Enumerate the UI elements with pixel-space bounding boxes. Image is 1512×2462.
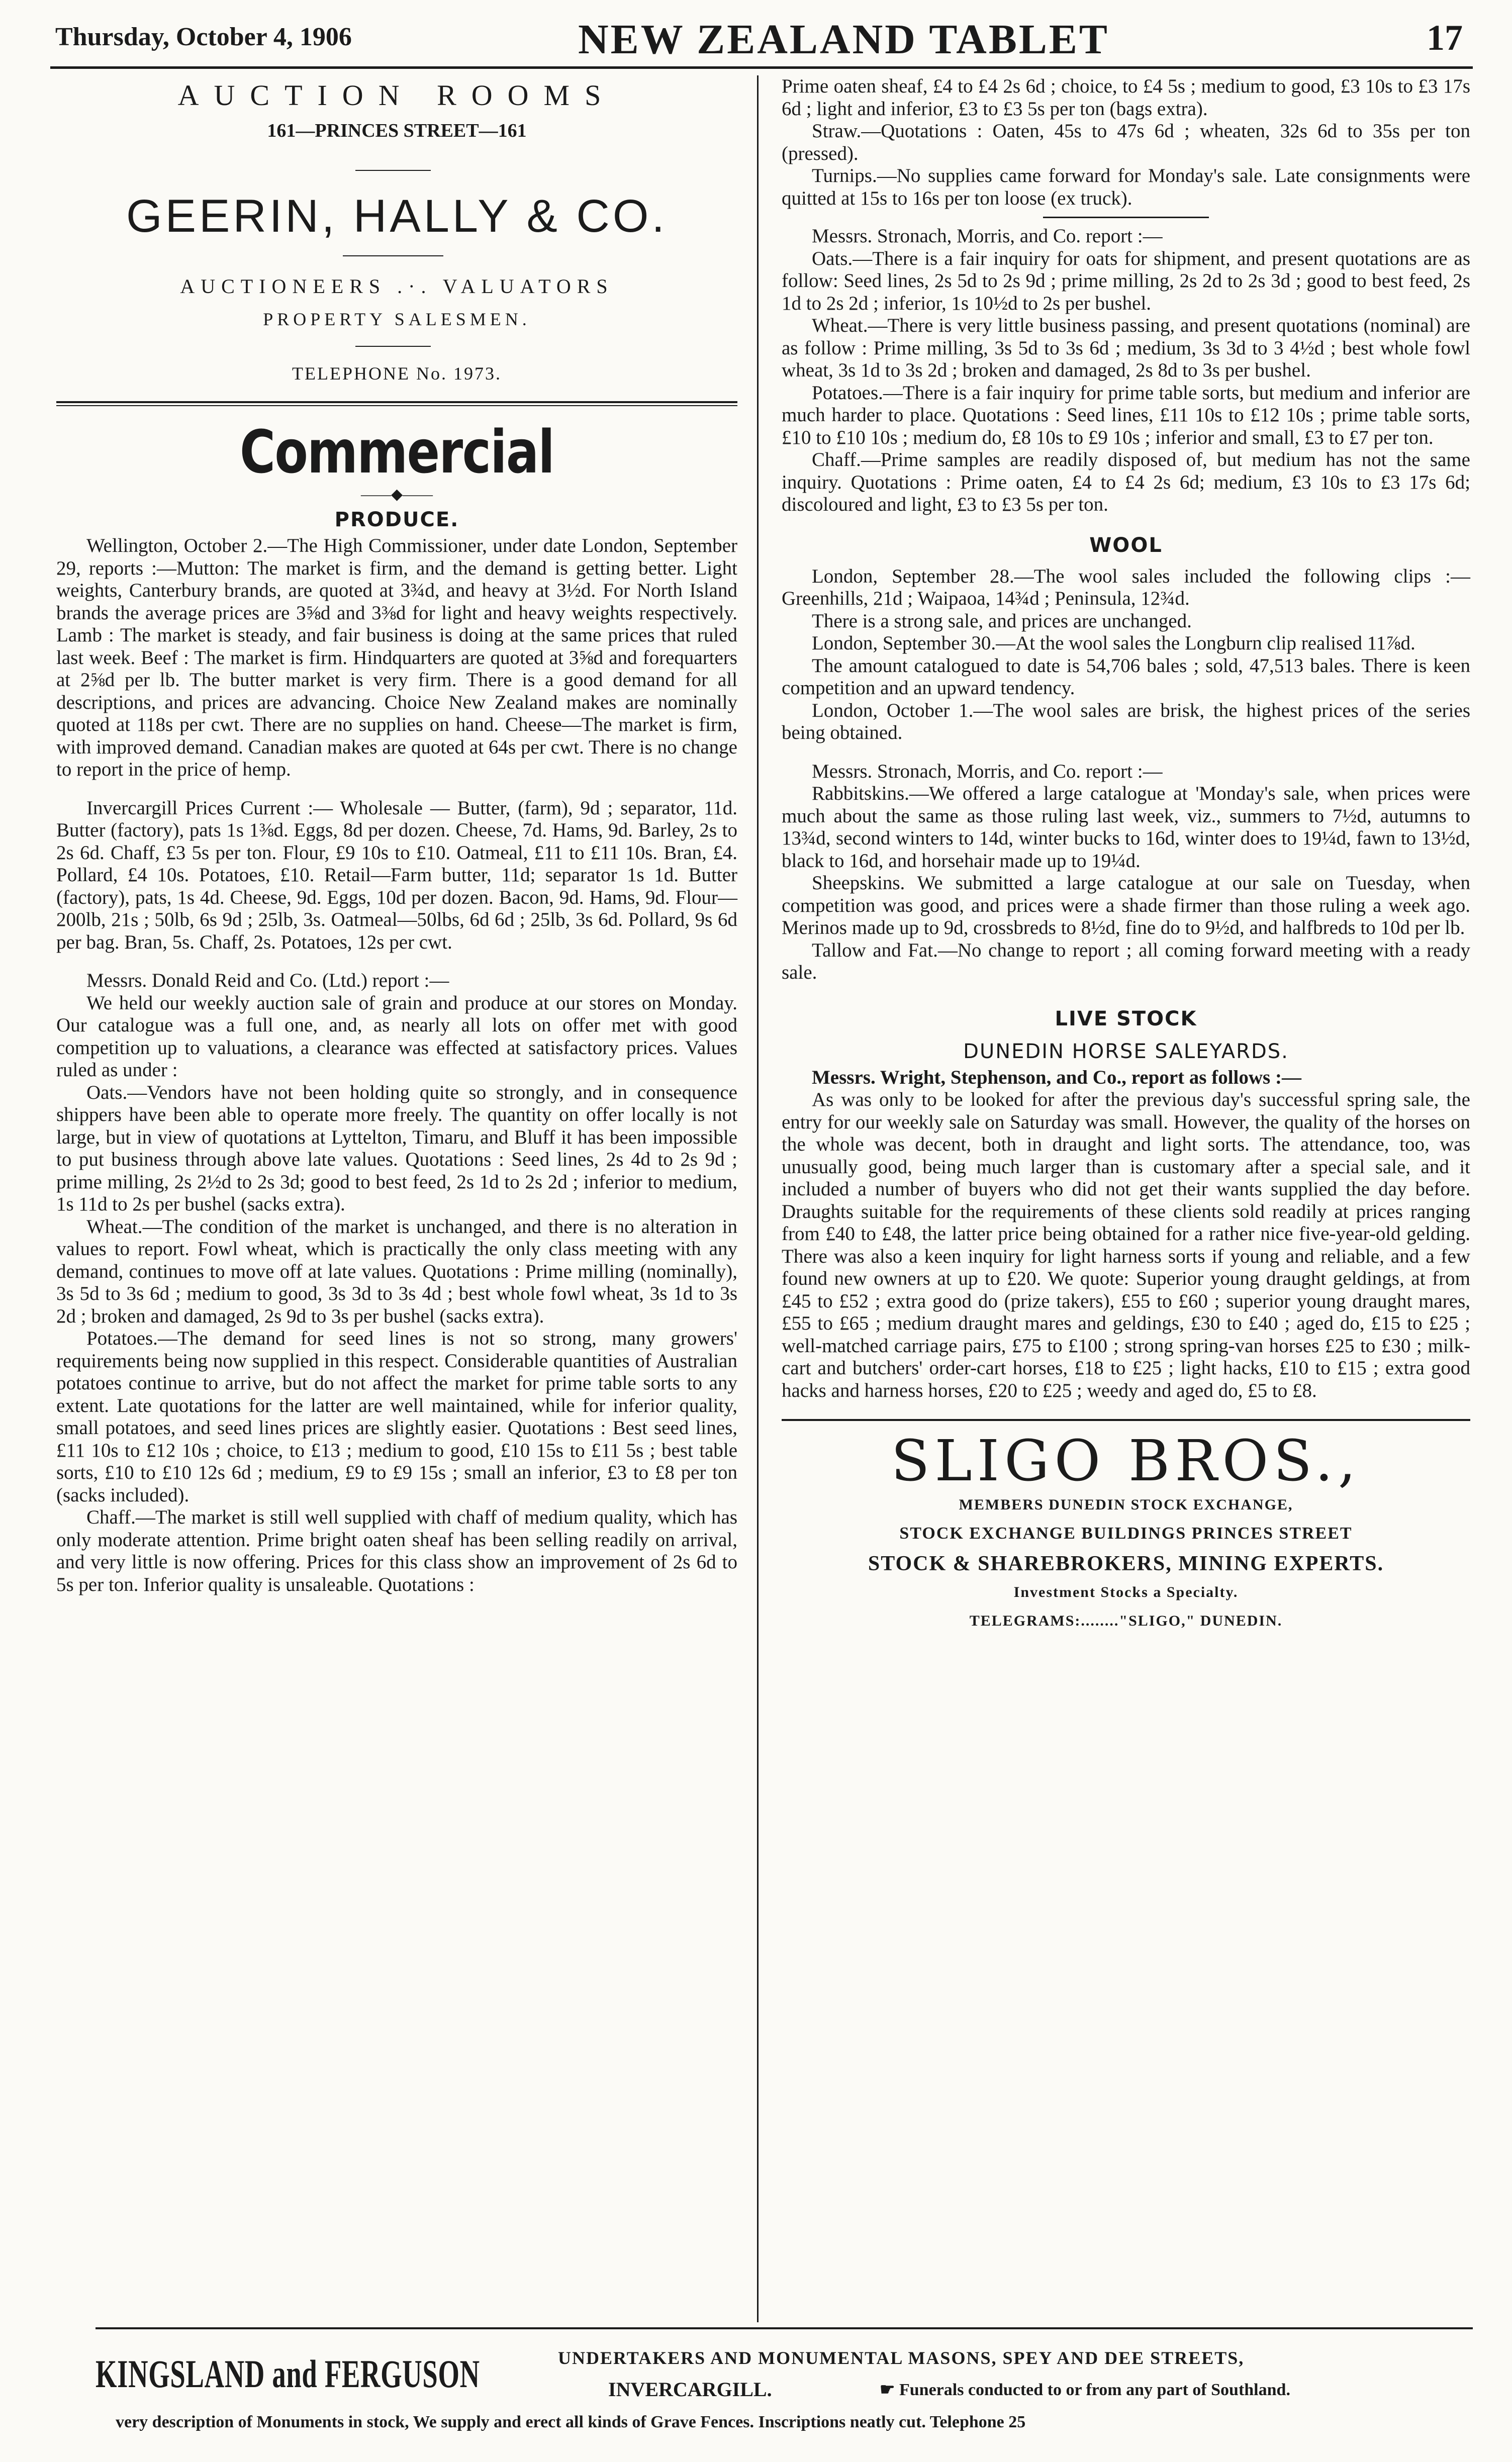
advert-rule [56, 401, 737, 403]
geerin-address: 161—PRINCES STREET—161 [267, 120, 527, 141]
footer-city: INVERCARGILL. [608, 2378, 772, 2401]
reid-wheat: Wheat.—The condition of the market is unchanged, and there is no alteration in values to report. Fowl wheat, which is practically the only class meeting with any demand, continues to move off at late values. Quotations : Prime milling (nominally), 3s 5d to 3s 6d ; medium to good, 3s 3d to 3s 4d ; best whole fowl wheat, 3s 1d to 3s 2d ; broken and damaged, 2s 9d to 3s per bushel (sacks extra). [56, 1215, 737, 1327]
reid-summary: We held our weekly auction sale of grain and produce at our stores on Monday. Our catalogue was a full one, and, as nearly all lots on offer met with good competition up to valuations, a clearance was effected at satisfactory prices. Values ruled as under : [56, 992, 737, 1081]
wool-heading: WOOL [1089, 533, 1163, 557]
issue-date: Thursday, October 4, 1906 [55, 23, 352, 51]
wool-stronach-intro: Messrs. Stronach, Morris, and Co. report :— [812, 760, 1163, 782]
right-column [782, 75, 1470, 1636]
footer-line-3: very description of Monuments in stock, We supply and erect all kinds of Grave Fences. Inscriptions neatly cut. Telephone 25 [116, 2413, 1026, 2431]
footer-funerals: ☛ Funerals conducted to or from any part of Southland. [880, 2381, 1290, 2399]
tallow-report: Tallow and Fat.—No change to report ; all coming forward meeting with a ready sale. [782, 939, 1470, 983]
short-rule [343, 255, 443, 256]
wellington-report: Wellington, October 2.—The High Commissioner, under date London, September 29, reports :—Mutton: The market is firm, and the demand is getting better. Light weights, Canterbury brands, are quoted at 3¾d, and heavy at 3½d. For North Island brands the average prices are 3⅝d and 3⅜d for light and heavy weights respectively. Lamb : The market is steady, and fair business is doing at the same prices that ruled last week. Beef : The market is firm. Hindquarters are quoted at 3⅝d and forequarters at 2⅝d per lb. The butter market is very firm. There is a good demand for all descriptions, and prices are advancing. Choice New Zealand makes are nominally quoted at 118s per cwt. There are no supplies on hand. Cheese—The market is firm, with improved demand. Canadian makes are quoted at 64s per cwt. There is no change to report in the price of hemp. [56, 535, 737, 780]
horse-sale-report: As was only to be looked for after the previous day's successful spring sale, the entry for our weekly sale on Saturday was small. However, the quality of the horses on the whole was decent, both in draught and light sorts. The attendance, too, was unusually good, being much larger than is customary after a special sale, and it included a number of buyers who did not get their wants supplied the day before. Draughts suitable for the requirements of these clients sold readily at prices ranging from £40 to £48, the latter price being obtained for a rather nice five-year-old gelding. There was also a keen inquiry for light harness sorts if young and reliable, and a few found new owners at up to £20. We quote: Superior young draught geldings, at from £45 to £52 ; extra good do (prize takers), £55 to £60 ; superior young draught mares, £55 to £65 ; medium draught mares and geldings, £30 to £40 ; aged do, £15 to £25 ; well-matched carriage pairs, £75 to £100 ; strong spring-van horses £25 to £30 ; milk-cart and butchers' order-cart horses, £18 to £25 ; light hacks, £10 to £15 ; extra good hacks and harness horses, £20 to £25 ; weedy and aged do, £5 to £8. [782, 1089, 1470, 1401]
reid-oats: Oats.—Vendors have not been holding quite so strongly, and in consequence shippers have been able to operate more freely. The quantity on offer locally is not large, but in view of quotations at Lyttelton, Timaru, and Bluff it has been impossible to put business through above late values. Quotations : Seed lines, 2s 4d to 2s 9d ; prime milling, 2s 2½d to 2s 3d; good to best feed, 2s 1d to 2s 2d ; inferior to medium, 1s 11d to 2s per bushel (sacks extra). [56, 1081, 737, 1215]
wool-london-2: There is a strong sale, and prices are unchanged. [812, 610, 1192, 632]
footer-advert [96, 2342, 1473, 2458]
short-rule [355, 346, 431, 347]
ornament-rule: ——◆—— [360, 486, 433, 503]
horse-saleyards-heading: DUNEDIN HORSE SALEYARDS. [963, 1039, 1289, 1063]
sligo-trade: STOCK & SHAREBROKERS, MINING EXPERTS. [868, 1552, 1384, 1575]
wool-london-5: London, October 1.—The wool sales are brisk, the highest prices of the series being obtained. [782, 699, 1470, 743]
short-rule [355, 170, 431, 171]
reid-intro: Messrs. Donald Reid and Co. (Ltd.) report :— [86, 970, 449, 991]
sligo-members: MEMBERS DUNEDIN STOCK EXCHANGE, [959, 1496, 1293, 1513]
wool-london-1: London, September 28.—The wool sales included the following clips :—Greenhills, 21d ; Waipaoa, 14¾d ; Peninsula, 12¾d. [782, 565, 1470, 609]
produce-heading: PRODUCE. [334, 508, 459, 531]
commercial-heading: Commercial [239, 417, 554, 487]
wool-london-3: London, September 30.—At the wool sales the Longburn clip realised 11⅞d. [812, 632, 1415, 654]
footer-rule [96, 2327, 1473, 2329]
sligo-name: SLIGO BROS., [891, 1429, 1361, 1494]
wool-london-4: The amount catalogued to date is 54,706 bales ; sold, 47,513 bales. There is keen competition and an upward tendency. [782, 654, 1470, 699]
geerin-roles-2: PROPERTY SALESMEN. [263, 309, 531, 329]
geerin-roles: AUCTIONEERS .·. VALUATORS [180, 275, 614, 298]
advert-geerin [56, 75, 737, 391]
wright-intro: Messrs. Wright, Stephenson, and Co., report as follows :— [812, 1066, 1301, 1088]
sligo-specialty: Investment Stocks a Specialty. [1013, 1584, 1239, 1600]
turnips-report: Turnips.—No supplies came forward for Monday's sale. Late consignments were quitted at 15s to 16s per ton loose (ex truck). [782, 165, 1470, 209]
sheepskins-report: Sheepskins. We submitted a large catalogue at our sale on Tuesday, when competition was good, and prices were a shade firmer than those ruling a week ago. Merinos made up to 9d, crossbreds to 8½d, fine do to 9½d, and halfbreds to 10d per lb. [782, 872, 1470, 938]
chaff-quotations: Prime oaten sheaf, £4 to £4 2s 6d ; choice, to £4 5s ; medium to good, £3 10s to £3 17s 6d ; light and inferior, £3 to £3 5s per ton (bags extra). [782, 75, 1470, 120]
stronach-oats: Oats.—There is a fair inquiry for oats for shipment, and present quotations are as follow: Seed lines, 2s 5d to 2s 9d ; prime milling, 2s 2d to 2s 3d ; good to best feed, 2s 1d to 2s 2d ; inferior, 1s 10½d to 2s per bushel. [782, 247, 1470, 314]
left-column [56, 75, 737, 1596]
auction-rooms: AUCTION ROOMS [177, 79, 616, 112]
reid-potatoes: Potatoes.—The demand for seed lines is not so strong, many growers' requirements being now supplied in this respect. Considerable quantities of Australian potatoes continue to arrive, but do not affect the market for prime table sorts to any extent. Late quotations for the latter are well maintained, while for inferior quality, small potatoes, and seed lines prices are slightly easier. Quotations : Best seed lines, £11 10s to £12 10s ; choice, to £13 ; medium to good, £10 15s to £11 5s ; best table sorts, £10 to £10 12s 6d ; medium, £9 to £9 15s ; small an inferior, £3 to £8 per ton (sacks included). [56, 1328, 737, 1506]
page-number: 17 [1427, 18, 1463, 58]
column-divider [757, 75, 759, 2322]
sligo-address: STOCK EXCHANGE BUILDINGS PRINCES STREET [899, 1524, 1353, 1543]
reid-chaff: Chaff.—The market is still well supplied with chaff of medium quality, which has only moderate attention. Prime bright oaten sheaf has been selling readily on arrival, and very little is now offering. Prices for this class show an improvement of 2s 6d to 5s per ton. Inferior quality is unsaleable. Quotations : [56, 1506, 737, 1595]
geerin-telephone: TELEPHONE No. 1973. [292, 363, 502, 384]
sligo-telegrams: TELEGRAMS:........"SLIGO," DUNEDIN. [969, 1613, 1283, 1629]
stronach-potatoes: Potatoes.—There is a fair inquiry for prime table sorts, but medium and inferior are much harder to place. Quotations : Seed lines, £11 10s to £12 10s ; prime table sorts, £10 to £10 10s ; medium do, £8 10s to £9 10s ; inferior and small, £3 to £7 per ton. [782, 382, 1470, 448]
geerin-firm-name: GEERIN, HALLY & CO. [126, 191, 668, 242]
stronach-wheat: Wheat.—There is very little business passing, and present quotations (nominal) are as follow : Prime milling, 3s 5d to 3s 6d ; medium, 3s 3d to 3 4½d ; best whole fowl wheat, 3s 1d to 3s 2d ; broken and damaged, 2s 8d to 3s per bushel. [782, 315, 1470, 381]
page-header [50, 11, 1468, 66]
straw-report: Straw.—Quotations : Oaten, 45s to 47s 6d ; wheaten, 32s 6d to 35s per ton (pressed). [782, 120, 1470, 164]
section-rule [1043, 217, 1209, 218]
stronach-intro: Messrs. Stronach, Morris, and Co. report :— [812, 225, 1163, 247]
stronach-chaff: Chaff.—Prime samples are readily disposed of, but medium has not the same inquiry. Quotations : Prime oaten, £4 to £4 2s 6d; medium, £3 10s to £3 17s 6d; discoloured and light, £3 to £3 5s per ton. [782, 449, 1470, 515]
advert-rule [56, 405, 737, 406]
advert-sligo [782, 1431, 1470, 1636]
newspaper-title: NEW ZEALAND TABLET [578, 16, 1109, 63]
header-rule [50, 66, 1473, 69]
invercargill-prices: Invercargill Prices Current :— Wholesale — Butter, (farm), 9d ; separator, 11d. Butter (factory), pats 1s 1⅜d. Eggs, 8d per dozen. Cheese, 7d. Hams, 9d. Barley, 2s to 2s 6d. Chaff, £3 5s per ton. Flour, £9 10s to £10. Oatmeal, £11 to £11 10s. Bran, £4. Pollard, £4 10s. Potatoes, £10. Retail—Farm butter, 11d; separator 1s 1d. Butter (factory), pats, 1s 4d. Cheese, 9d. Eggs, 10d per dozen. Bacon, 9d. Hams, 9d. Flour—200lb, 21s ; 50lb, 6s 9d ; 25lb, 3s. Oatmeal—50lbs, 6d 6d ; 25lb, 3s 6d. Pollard, 9s 6d per bag. Bran, 5s. Chaff, 2s. Potatoes, 12s per cwt. [56, 797, 737, 953]
footer-line-1: UNDERTAKERS AND MONUMENTAL MASONS, SPEY AND DEE STREETS, [558, 2348, 1245, 2368]
livestock-heading: LIVE STOCK [1055, 1007, 1197, 1030]
rabbitskins-report: Rabbitskins.—We offered a large catalogue at 'Monday's sale, when prices were much about the same as those ruling last week, viz., summers to 7½d, autumns to 13¾d, second winters to 14d, winter bucks to 16d, winter does to 19¼d, fawn to 13½d, black to 16d, and horsehair made up to 19¼d. [782, 783, 1470, 872]
advert-rule [782, 1419, 1470, 1421]
kingsland-ferguson: KINGSLAND and FERGUSON [96, 2352, 480, 2396]
